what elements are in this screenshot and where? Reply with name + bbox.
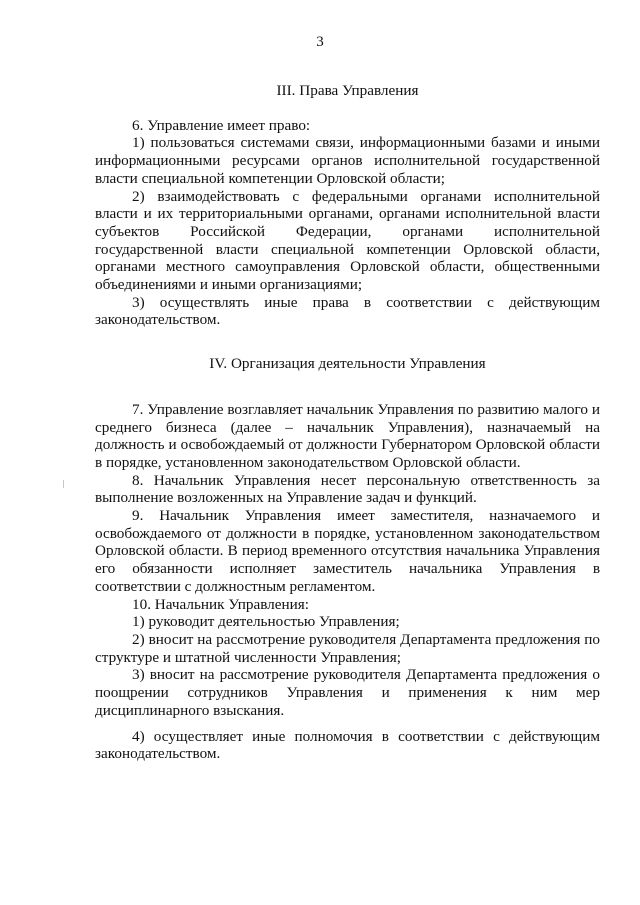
paragraph-10-item-1: 1) руководит деятельностью Управления; [132,613,400,631]
document-body [95,82,600,763]
paragraph-7: 7. Управление возглавляет начальник Управления по развитию малого и среднего бизнеса (далее – начальник Управления), назначаемый на должность и освобождаемый от должности Губернатором Орловской области в порядке, установленном законодательством Орловской области. [95,400,600,471]
paragraph-6-item-3: 3) осуществлять иные права в соответствии с действующим законодательством. [95,293,600,329]
page-number: 3 [316,34,324,50]
section-heading-organization: IV. Организация деятельности Управления [209,355,486,373]
paragraph-6-item-2: 2) взаимодействовать с федеральными органами исполнительной власти и их территориальными органами, органами исполнительной власти субъектов Российской Федерации, органами исполнительной государственной власти специальной компетенции Орловской области, органами местного самоуправления Орловской области, общественными объединениями и иными организациями; [95,187,600,294]
section-heading-rights: III. Права Управления [276,82,419,99]
paragraph-10-item-3: 3) вносит на рассмотрение руководителя Департамента предложения о поощрении сотрудников Управления и применения к ним мер дисциплинарного взыскания. [95,666,600,719]
scan-artifact-mark [63,480,64,488]
paragraph-9: 9. Начальник Управления имеет заместителя, назначаемого и освобождаемого от должности в порядке, установленном законодательством Орловской области. В период временного отсутствия начальника Управления его обязанности исполняет заместитель начальника Управления в соответствии с должностным регламентом. [95,507,600,595]
paragraph-10-item-2: 2) вносит на рассмотрение руководителя Департамента предложения по структуре и штатной численности Управления; [95,630,600,666]
paragraph-8: 8. Начальник Управления несет персональную ответственность за выполнение возложенных на Управление задач и функций. [95,471,600,507]
paragraph-10-item-4: 4) осуществляет иные полномочия в соответствии с действующим законодательством. [95,727,600,763]
paragraph-6-item-1: 1) пользоваться системами связи, информационными базами и иными информационными ресурсами органов исполнительной государственной власти специальной компетенции Орловской области; [95,134,600,187]
paragraph-10: 10. Начальник Управления: [132,595,309,613]
paragraph-6: 6. Управление имеет право: [132,116,311,134]
